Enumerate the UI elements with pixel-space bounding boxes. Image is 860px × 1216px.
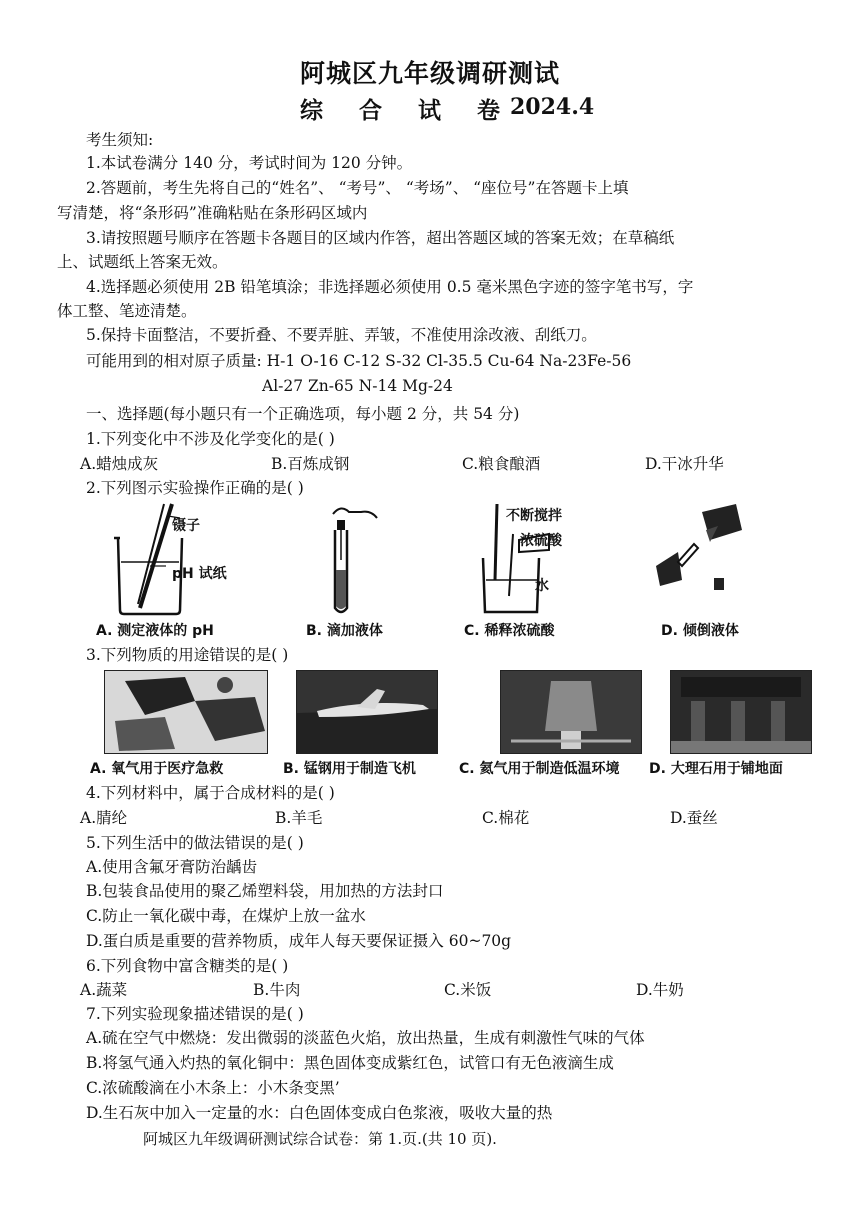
q2-stem: 2.下列图示实验操作正确的是( ): [86, 479, 304, 497]
q6-option-d: D.牛奶: [636, 981, 684, 999]
q7-stem: 7.下列实验现象描述错误的是( ): [86, 1005, 304, 1023]
atomic-mass-line-2: Al-27 Zn-65 N-14 Mg-24: [262, 377, 453, 395]
atomic-mass-line-1: 可能用到的相对原子质量: H-1 O-16 C-12 S-32 Cl-35.5 Cu-64 Na-23Fe-56: [86, 352, 632, 370]
q2-label-ph-paper: pH 试纸: [172, 566, 227, 582]
notice-item-3-cont: 上、试题纸上答案无效。: [57, 253, 228, 271]
q2-caption-c: C. 稀释浓硫酸: [464, 623, 555, 639]
notice-item-3: 3.请按照题号顺序在答题卡各题目的区域内作答，超出答题区域的答案无效；在草稿纸: [86, 229, 675, 247]
q3-photo-b: [296, 670, 438, 754]
q2-figure-b: [315, 500, 385, 620]
exam-title: 阿城区九年级调研测试: [299, 59, 560, 88]
q3-caption-b: B. 锰钢用于制造飞机: [283, 761, 416, 777]
q4-stem: 4.下列材料中，属于合成材料的是( ): [86, 784, 335, 802]
q1-option-b: B.百炼成钢: [271, 455, 350, 473]
q4-option-c: C.棉花: [482, 809, 530, 827]
q2-caption-b: B. 滴加液体: [306, 623, 383, 639]
notice-item-5: 5.保持卡面整洁，不要折叠、不要弄脏、弄皱，不准使用涂改液、刮纸刀。: [86, 326, 597, 344]
q1-option-c: C.粮食酿酒: [462, 455, 541, 473]
q2-label-water: 水: [535, 578, 549, 594]
q2-caption-d: D. 倾倒液体: [661, 623, 739, 639]
q7-option-b: B.将氢气通入灼热的氧化铜中：黑色固体变成紫红色，试管口有无色液滴生成: [86, 1054, 614, 1072]
notice-item-4: 4.选择题必须使用 2B 铅笔填涂；非选择题必须使用 0.5 毫米黑色字迹的签字笔书写，字: [86, 278, 694, 296]
q3-photo-a: [104, 670, 268, 754]
q4-option-b: B.羊毛: [275, 809, 323, 827]
q3-caption-c: C. 氦气用于制造低温环境: [459, 761, 620, 777]
exam-date: 2024.4: [510, 94, 595, 120]
q1-option-a: A.蜡烛成灰: [80, 455, 159, 473]
q2-figure-d: [648, 500, 748, 620]
q7-option-d: D.生石灰中加入一定量的水：白色固体变成白色浆液，吸收大量的热: [86, 1104, 553, 1122]
q7-option-c: C.浓硫酸滴在小木条上：小木条变黑’: [86, 1079, 340, 1097]
q6-option-c: C.米饭: [444, 981, 492, 999]
q2-label-tweezers: 镊子: [172, 518, 200, 534]
q2-caption-a: A. 测定液体的 pH: [96, 623, 214, 639]
q7-option-a: A.硫在空气中燃烧：发出微弱的淡蓝色火焰，放出热量，生成有刺激性气味的气体: [86, 1029, 645, 1047]
q1-stem: 1.下列变化中不涉及化学变化的是( ): [86, 430, 335, 448]
section-heading: 一、选择题(每小题只有一个正确选项，每小题 2 分，共 54 分): [86, 405, 520, 423]
q4-option-d: D.蚕丝: [670, 809, 718, 827]
q5-option-c: C.防止一氧化碳中毒，在煤炉上放一盆水: [86, 907, 366, 925]
notice-item-4-cont: 体工整、笔迹清楚。: [57, 302, 197, 320]
notice-item-1: 1.本试卷满分 140 分，考试时间为 120 分钟。: [86, 154, 413, 172]
q3-caption-a: A. 氧气用于医疗急救: [90, 761, 224, 777]
q2-label-stir: 不断搅拌: [506, 508, 562, 524]
q4-option-a: A.腈纶: [80, 809, 128, 827]
q5-option-b: B.包装食品使用的聚乙烯塑料袋，用加热的方法封口: [86, 882, 444, 900]
q5-stem: 5.下列生活中的做法错误的是( ): [86, 834, 304, 852]
notice-item-2: 2.答题前，考生先将自己的“姓名”、 “考号”、 “考场”、 “座位号”在答题卡上填: [86, 179, 629, 197]
q2-label-acid: 浓硫酸: [520, 533, 562, 549]
q5-option-a: A.使用含氟牙膏防治龋齿: [86, 858, 258, 876]
q6-option-b: B.牛肉: [253, 981, 301, 999]
q3-photo-d: [670, 670, 812, 754]
q1-option-d: D.干冰升华: [645, 455, 724, 473]
notice-item-2-cont: 写清楚，将“条形码”准确粘贴在条形码区域内: [57, 204, 368, 222]
page-footer: 阿城区九年级调研测试综合试卷：第 1.页.(共 10 页).: [143, 1130, 497, 1148]
q3-photo-c: [500, 670, 642, 754]
notice-heading: 考生须知:: [86, 131, 154, 149]
q6-option-a: A.蔬菜: [80, 981, 128, 999]
q6-stem: 6.下列食物中富含糖类的是( ): [86, 957, 289, 975]
q3-stem: 3.下列物质的用途错误的是( ): [86, 646, 289, 664]
exam-subtitle: 综 合 试 卷: [300, 97, 515, 124]
q3-caption-d: D. 大理石用于铺地面: [649, 761, 783, 777]
q5-option-d: D.蛋白质是重要的营养物质，成年人每天要保证摄入 60~70g: [86, 932, 512, 950]
